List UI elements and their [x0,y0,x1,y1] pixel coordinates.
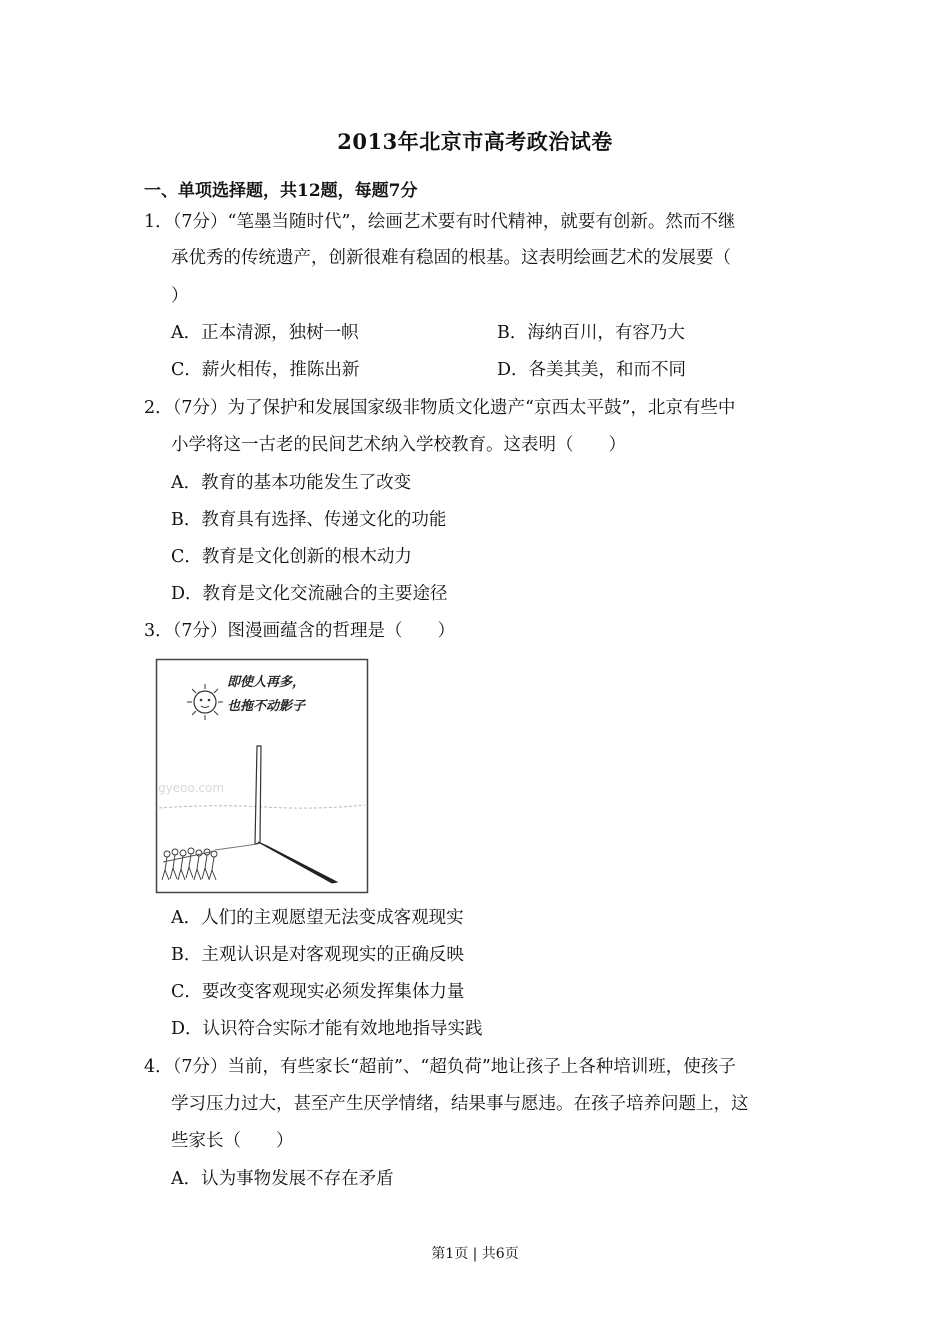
question-3-option-c: C．要改变客观现实必须发挥集体力量 [171,982,465,1002]
question-1-line-3: ） [171,286,189,306]
question-3-option-a: A．人们的主观愿望无法变成客观现实 [171,908,464,928]
question-4-line-2: 学习压力过大，甚至产生厌学情绪，结果事与愿违。在孩子培养问题上，这 [171,1094,749,1114]
question-2-option-d: D．教育是文化交流融合的主要途径 [171,584,448,604]
question-4-line-1: 4．（7分）当前，有些家长“超前”、“超负荷”地让孩子上各种培训班，使孩子 [144,1057,736,1077]
question-1-option-c: C．薪火相传，推陈出新 [171,360,360,380]
question-2-line-1: 2．（7分）为了保护和发展国家级非物质文化遗产“京西太平鼓”，北京有些中 [144,398,736,418]
question-1-option-d: D．各美其美，和而不同 [497,360,687,380]
question-1-option-a: A．正本清源，独树一帜 [171,323,359,343]
question-2-option-b: B．教育具有选择、传递文化的功能 [171,510,447,530]
cartoon-watermark: gyeoo.com [158,781,225,795]
question-1-option-b: B．海纳百川，有容乃大 [497,323,685,343]
cartoon-illustration [155,658,369,894]
question-3-line-1: 3．（7分）图漫画蕴含的哲理是（ ） [144,621,456,641]
section-heading: 一、单项选择题，共12题，每题7分 [144,181,418,201]
cartoon-caption-2: 也拖不动影子 [227,699,306,714]
question-2-line-2: 小学将这一古老的民间艺术纳入学校教育。这表明（ ） [171,435,626,455]
question-2-option-a: A．教育的基本功能发生了改变 [171,473,412,493]
question-3-option-d: D．认识符合实际才能有效地地指导实践 [171,1019,483,1039]
cartoon-caption-1: 即使人再多， [227,675,306,690]
question-4-option-a: A．认为事物发展不存在矛盾 [171,1169,394,1189]
question-1-line-1: 1．（7分）“笔墨当随时代”，绘画艺术要有时代精神，就要有创新。然而不继 [144,212,736,232]
question-3-option-b: B．主观认识是对客观现实的正确反映 [171,945,464,965]
cartoon-frame [157,660,368,893]
cartoon-figure [155,658,369,894]
exam-title: 2013年北京市高考政治试卷 [337,129,613,154]
question-2-option-c: C．教育是文化创新的根木动力 [171,547,412,567]
question-1-line-2: 承优秀的传统遗产，创新很难有稳固的根基。这表明绘画艺术的发展要（ [171,248,731,268]
page-footer: 第1页 | 共6页 [431,1246,519,1262]
question-4-line-3: 些家长（ ） [171,1131,294,1151]
